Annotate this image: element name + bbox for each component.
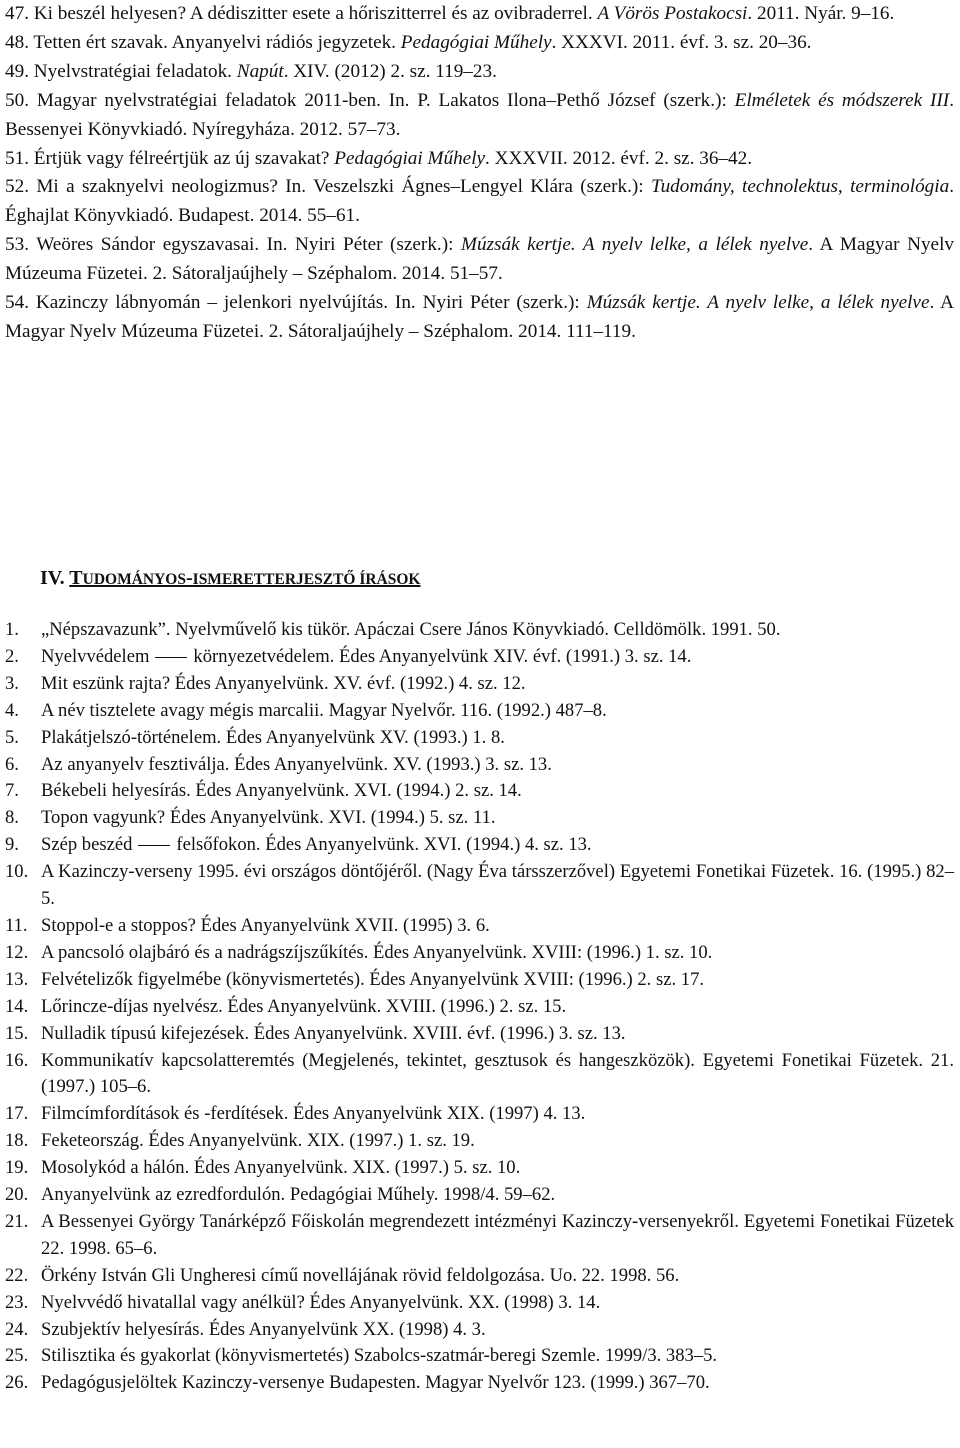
list-item (5, 805, 954, 832)
reference-text: . A Magyar Nyelv Múzeuma Füzetei. 2. Sátoraljaújhely – Széphalom. 2014. 111–119. (5, 292, 954, 342)
item-text: Nyelvvédelem (41, 645, 150, 667)
list-item (5, 1290, 954, 1317)
list-item (5, 913, 954, 940)
list-item (5, 1101, 954, 1128)
reference-text: . 2011. Nyár. 9–16. (747, 3, 895, 24)
list-item (5, 725, 954, 752)
list-item (5, 1370, 954, 1397)
list-item (5, 778, 954, 805)
item-text: Örkény István Gli Ungheresi című novellájának rövid feldolgozása. Uo. 22. 1998. 56. (41, 1264, 680, 1286)
reference-text: Ki beszél helyesen? A dédiszitter esete a hőriszitterrel és az ovibraderrel. (28, 3, 598, 24)
item-number: 11. (5, 914, 28, 936)
item-text: Az anyanyelv fesztiválja. Édes Anyanyelvünk. XV. (1993.) 3. sz. 13. (41, 753, 552, 775)
reference-text: Kazinczy lábnyomán – jelenkori nyelvújítás. In. Nyiri Péter (szerk.): (28, 292, 587, 314)
item-number: 12. (5, 941, 29, 963)
list-item (5, 617, 954, 644)
reference-text: . Éghajlat Könyvkiadó. Budapest. 2014. 55–61. (5, 176, 954, 227)
item-text: Békebeli helyesírás. Édes Anyanyelvünk. XVI. (1994.) 2. sz. 14. (41, 780, 522, 802)
reference-text: . XIV. (2012) 2. sz. 119–23. (283, 60, 497, 82)
reference-entry (5, 0, 954, 29)
reference-text: Értjük vagy félreértjük az új szavakat? (28, 147, 335, 169)
reference-title: Pedagógiai Műhely (334, 147, 486, 169)
item-number: 15. (5, 1022, 29, 1044)
reference-title: Napút (236, 60, 284, 82)
reference-text: . A Magyar Nyelv Múzeuma Füzetei. 2. Sátoraljaújhely – Széphalom. 2014. 51–57. (5, 234, 954, 285)
list-item (5, 1343, 954, 1370)
item-text: „Népszavazunk”. Nyelvművelő kis tükör. Apáczai Csere János Könyvkiadó. Celldömölk. 1991. 50. (41, 619, 781, 640)
item-number: 17. (5, 1103, 29, 1125)
item-text: A Kazinczy-verseny 1995. évi országos döntőjéről. (Nagy Éva társszerzővel) Egyetemi Fonetikai Füzetek. 16. (1995.) 82–5. (41, 861, 954, 910)
list-item (5, 1128, 954, 1155)
item-text: Mosolykód a hálón. Édes Anyanyelvünk. XIX. (1997.) 5. sz. 10. (41, 1157, 521, 1179)
reference-number: 47. (5, 3, 29, 24)
reference-text: Nyelvstratégiai feladatok. (28, 60, 237, 82)
item-text: Lőrincze-díjas nyelvész. Édes Anyanyelvünk. XVIII. (1996.) 2. sz. 15. (41, 995, 567, 1017)
item-text: Szubjektív helyesírás. Édes Anyanyelvünk XX. (1998) 4. 3. (41, 1318, 486, 1340)
item-text: Topon vagyunk? Édes Anyanyelvünk. XVI. (1994.) 5. sz. 11. (41, 807, 496, 829)
list-item (5, 994, 954, 1021)
item-number: 22. (5, 1264, 29, 1286)
item-text: környezetvédelem. Édes Anyanyelvünk XIV. évf. (1991.) 3. sz. 14. (193, 645, 692, 667)
item-number: 14. (5, 995, 29, 1017)
item-number: 21. (5, 1210, 29, 1232)
reference-text: Magyar nyelvstratégiai feladatok 2011-ben. In. P. Lakatos Ilona–Pethő József (szerk.): (28, 89, 735, 111)
item-text: Kommunikatív kapcsolatteremtés (Megjelenés, tekintet, gesztusok és hangeszközök). Egyetemi Fonetikai Füzetek. 21. (1997.) 105–6. (41, 1049, 954, 1098)
list-item (5, 1317, 954, 1344)
reference-text: Weöres Sándor egyszavasai. In. Nyiri Péter (szerk.): (28, 234, 461, 256)
item-text: Felvételizők figyelmébe (könyvismertetés). Édes Anyanyelvünk XVIII: (1996.) 2. sz. 17. (41, 968, 705, 990)
list-item (5, 1209, 954, 1263)
list-item (5, 1182, 954, 1209)
bibliography-section-continued (5, 0, 954, 347)
reference-entry (5, 29, 954, 58)
reference-number: 52. (5, 176, 29, 198)
item-number: 13. (5, 968, 29, 990)
reference-title: A Vörös Postakocsi (597, 3, 748, 24)
list-item (5, 698, 954, 725)
item-number: 19. (5, 1157, 29, 1179)
list-item (5, 1263, 954, 1290)
reference-number: 48. (5, 31, 29, 53)
reference-number: 49. (5, 60, 29, 82)
item-text: Nyelvvédő hivatallal vagy anélkül? Édes Anyanyelvünk. XX. (1998) 3. 14. (41, 1291, 601, 1313)
item-number: 2. (5, 645, 19, 667)
list-item (5, 1021, 954, 1048)
item-number: 5. (5, 726, 19, 748)
list-item (5, 940, 954, 967)
reference-entry (5, 145, 954, 174)
item-number: 20. (5, 1184, 29, 1206)
reference-entry (5, 173, 954, 231)
reference-text: Tetten ért szavak. Anyanyelvi rádiós jegyzetek. (28, 31, 401, 53)
reference-number: 51. (5, 147, 29, 169)
item-text: Stilisztika és gyakorlat (könyvismertetés) Szabolcs-szatmár-beregi Szemle. 1999/3. 383–5. (41, 1345, 718, 1367)
item-text: Feketeország. Édes Anyanyelvünk. XIX. (1997.) 1. sz. 19. (41, 1130, 475, 1152)
item-number: 10. (5, 861, 29, 883)
reference-entry (5, 231, 954, 289)
reference-number: 50. (5, 89, 29, 111)
item-text: Nulladik típusú kifejezések. Édes Anyanyelvünk. XVIII. évf. (1996.) 3. sz. 13. (41, 1022, 626, 1044)
item-number: 9. (5, 834, 19, 856)
item-number: 18. (5, 1130, 29, 1152)
item-text: Anyanyelvünk az ezredfordulón. Pedagógiai Műhely. 1998/4. 59–62. (41, 1184, 556, 1206)
section-title: TUDOMÁNYOS-ISMERETTERJESZTŐ ÍRÁSOK (69, 567, 421, 589)
item-text: Filmcímfordítások és -ferdítések. Édes Anyanyelvünk XIX. (1997) 4. 13. (41, 1103, 586, 1125)
reference-number: 54. (5, 292, 29, 314)
reference-text: . Bessenyei Könyvkiadó. Nyíregyháza. 2012. 57–73. (5, 89, 954, 140)
item-text: A pancsoló olajbáró és a nadrágszíjszűkítés. Édes Anyanyelvünk. XVIII: (1996.) 1. sz. 10. (41, 941, 713, 963)
long-dash (138, 845, 170, 846)
list-item (5, 1155, 954, 1182)
list-item (5, 967, 954, 994)
reference-text: . XXXVI. 2011. évf. 3. sz. 20–36. (551, 31, 812, 53)
item-number: 25. (5, 1345, 29, 1367)
list-item (5, 1048, 954, 1102)
item-number: 26. (5, 1372, 29, 1394)
item-number: 3. (5, 672, 19, 694)
reference-title: Múzsák kertje. A nyelv lelke, a lélek nyelve (586, 292, 930, 314)
reference-entry (5, 87, 954, 145)
list-item (5, 752, 954, 779)
item-text: A név tisztelete avagy mégis marcalii. Magyar Nyelvőr. 116. (1992.) 487–8. (41, 699, 607, 721)
item-text: Mit eszünk rajta? Édes Anyanyelvünk. XV. évf. (1992.) 4. sz. 12. (41, 672, 526, 694)
item-number: 8. (5, 807, 19, 829)
item-number: 24. (5, 1318, 29, 1340)
reference-title: Pedagógiai Műhely (400, 31, 552, 53)
item-number: 4. (5, 699, 19, 721)
item-number: 7. (5, 780, 19, 802)
list-item (5, 832, 954, 859)
item-text: A Bessenyei György Tanárképző Főiskolán megrendezett intézményi Kazinczy-versenyekről. Egyetemi Fonetikai Füzetek 22. 1998. 65–6. (41, 1210, 954, 1259)
list-item (5, 859, 954, 913)
reference-entry (5, 58, 954, 87)
item-text: Plakátjelszó-történelem. Édes Anyanyelvünk XV. (1993.) 1. 8. (41, 726, 505, 748)
reference-text: Mi a szaknyelvi neologizmus? In. Veszelszki Ágnes–Lengyel Klára (szerk.): (28, 176, 651, 198)
section-number: IV. (40, 567, 65, 589)
item-text: Stoppol-e a stoppos? Édes Anyanyelvünk XVII. (1995) 3. 6. (41, 914, 490, 936)
long-dash (155, 657, 187, 658)
reference-text: . XXXVII. 2012. évf. 2. sz. 36–42. (485, 147, 753, 169)
item-number: 23. (5, 1291, 29, 1313)
reference-number: 53. (5, 234, 29, 256)
item-number: 16. (5, 1049, 29, 1071)
list-item (5, 671, 954, 698)
item-text: felsőfokon. Édes Anyanyelvünk. XVI. (1994.) 4. sz. 13. (176, 834, 592, 856)
list-item (5, 644, 954, 671)
item-text: Szép beszéd (41, 834, 133, 856)
reference-title: Múzsák kertje. A nyelv lelke, a lélek nyelve (460, 234, 809, 256)
section-heading (40, 565, 421, 593)
item-text: Pedagógusjelöltek Kazinczy-versenye Budapesten. Magyar Nyelvőr 123. (1999.) 367–70. (41, 1372, 710, 1394)
item-number: 1. (5, 619, 19, 640)
reference-title: Elméletek és módszerek III (734, 89, 950, 111)
reference-title: Tudomány, technolektus, terminológia (650, 176, 950, 198)
reference-entry (5, 289, 954, 347)
publication-list (5, 617, 954, 1397)
item-number: 6. (5, 753, 19, 775)
